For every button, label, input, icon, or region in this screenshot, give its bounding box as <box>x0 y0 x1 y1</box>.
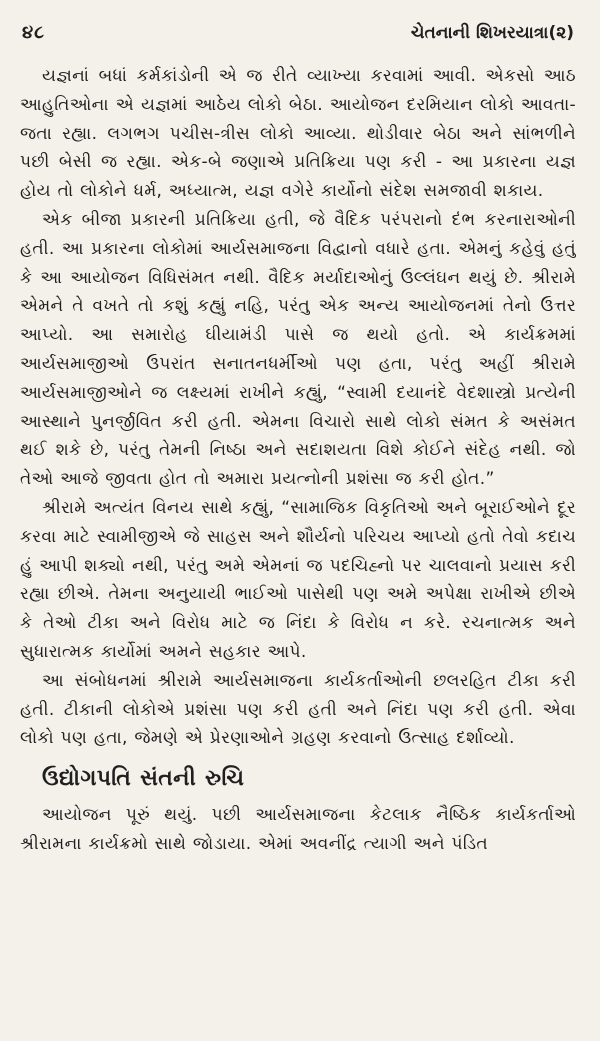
page-header <box>20 22 576 48</box>
page-content <box>20 62 576 859</box>
section-heading: ઉદ્યોગપતિ સંતની રુચિ <box>42 766 245 792</box>
running-head: ચેતનાની શિખરયાત્રા(૨) <box>410 23 574 43</box>
page-number: ૪૮ <box>22 22 46 43</box>
paragraph-4: આ સંબોધનમાં શ્રીરામે આર્યસમાજના કાર્યકર્તાઓની છલરહિત ટીકા કરી હતી. ટીકાની લોકોએ પ્રશંસા પણ કરી હતી અને નિંદા પણ કરી હતી. એવા લોકો પણ હતા, જેમણે એ પ્રેરણાઓને ગ્રહણ કરવાનો ઉત્સાહ દર્શાવ્યો. <box>20 670 576 749</box>
paragraph-2: એક બીજા પ્રકારની પ્રતિક્રિયા હતી, જે વૈદિક પરંપરાનો દંભ કરનારાઓની હતી. આ પ્રકારના લોકોમાં આર્યસમાજના વિદ્વાનો વધારે હતા. એમનું કહેવું હતું કે આ આયોજન વિધિસંમત નથી. વૈદિક મર્યાદાઓનું ઉલ્લંઘન થયું છે. શ્રીરામે એમને તે વખતે તો કશું કહ્યું નહિ, પરંતુ એક અન્ય આયોજનમાં તેનો ઉત્તર આપ્યો. આ સમારોહ ઘીયામંડી પાસે જ થયો હતો. એ કાર્યક્રમમાં આર્યસમાજીઓ ઉપરાંત સનાતનધર્મીઓ પણ હતા, પરંતુ અહીં શ્રીરામે આર્યસમાજીઓને જ લક્ષ્યમાં રાખીને કહ્યું, “સ્વામી દયાનંદે વેદશાસ્ત્રો પ્રત્યેની આસ્થાને પુનર્જીવિત કરી હતી. એમના વિચારો સાથે લોકો સંમત કે અસંમત થઈ શકે છે, પરંતુ તેમની નિષ્ઠા અને સદાશયતા વિશે કોઈને સંદેહ નથી. જો તેઓ આજે જીવતા હોત તો અમારા પ્રયત્નોની પ્રશંસા જ કરી હોત.” <box>20 209 576 490</box>
final-paragraph: આયોજન પૂરું થયું. પછી આર્યસમાજના કેટલાક નૈષ્ઠિક કાર્યકર્તાઓ શ્રીરામના કાર્યક્રમો સાથે જોડાયા. એમાં અવનીંદ્ર ત્યાગી અને પંડિત <box>20 805 576 854</box>
paragraph-1: યજ્ઞનાં બધાં કર્મકાંડોની એ જ રીતે વ્યાખ્યા કરવામાં આવી. એકસો આઠ આહુતિઓના એ યજ્ઞમાં આઠેય લોકો બેઠા. આયોજન દરમિયાન લોકો આવતા-જતા રહ્યા. લગભગ પચીસ-ત્રીસ લોકો આવ્યા. થોડીવાર બેઠા અને સાંભળીને પછી બેસી જ રહ્યા. એક-બે જણાએ પ્રતિક્રિયા પણ કરી - આ પ્રકારના યજ્ઞ હોય તો લોકોને ધર્મ, અધ્યાત્મ, યજ્ઞ વગેરે કાર્યોનો સંદેશ સમજાવી શકાય. <box>20 66 576 202</box>
paragraph-3: શ્રીરામે અત્યંત વિનય સાથે કહ્યું, “સામાજિક વિકૃતિઓ અને બૂરાઈઓને દૂર કરવા માટે સ્વામીજીએ જે સાહસ અને શૌર્યનો પરિચય આપ્યો હતો તેવો કદાચ હું આપી શક્યો નથી, પરંતુ અમે એમનાં જ પદચિહ્નો પર ચાલવાનો પ્રયાસ કરી રહ્યા છીએ. તેમના અનુયાયી ભાઈઓ પાસેથી પણ અમે અપેક્ષા રાખીએ છીએ કે તેઓ ટીકા અને વિરોધ માટે જ નિંદા કે વિરોધ ન કરે. રચનાત્મક અને સુધારાત્મક કાર્યોમાં અમને સહકાર આપે. <box>20 497 576 662</box>
